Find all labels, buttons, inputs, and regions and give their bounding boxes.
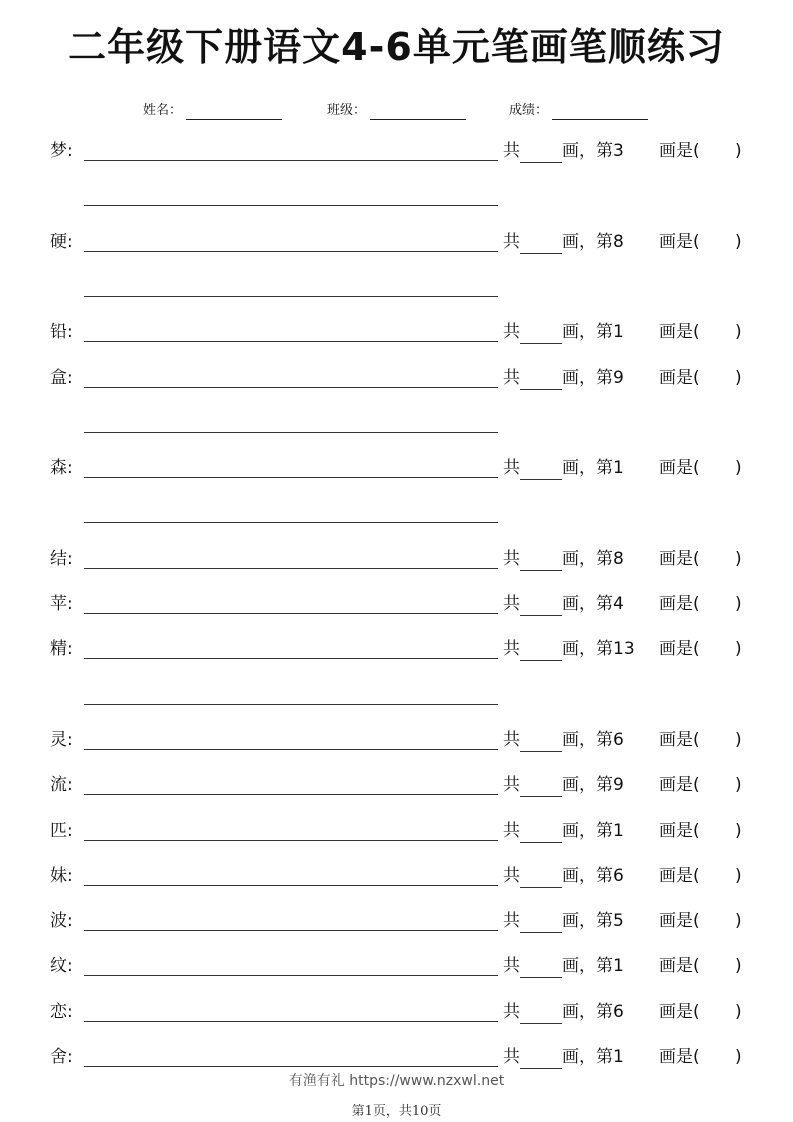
colon: : (67, 367, 73, 388)
exercise-character: 恋 (50, 1001, 67, 1022)
exercise-row (0, 592, 793, 622)
hua-shi-label: 画是( (659, 141, 700, 161)
gong-label: 共 (503, 865, 520, 886)
extra-writing-line[interactable] (84, 522, 498, 523)
exercise-character: 森 (50, 458, 67, 479)
total-strokes-blank[interactable] (520, 552, 562, 571)
gong-label: 共 (503, 639, 520, 660)
stroke-writing-line[interactable] (84, 794, 498, 795)
stroke-question (503, 1000, 700, 1024)
exercise-row (0, 1000, 793, 1030)
total-strokes-blank[interactable] (520, 959, 562, 978)
hua-di-label: 画，第 (562, 322, 613, 343)
colon: : (67, 775, 73, 796)
stroke-writing-line[interactable] (84, 749, 498, 750)
stroke-question (503, 637, 700, 661)
hua-di-label: 画，第 (562, 594, 613, 614)
total-strokes-blank[interactable] (520, 325, 562, 344)
colon: : (67, 1047, 73, 1067)
stroke-writing-line[interactable] (84, 341, 498, 342)
total-strokes-blank[interactable] (520, 597, 562, 616)
gong-label: 共 (503, 231, 520, 252)
stroke-question (503, 456, 700, 480)
exercise-character: 硬 (50, 231, 67, 252)
stroke-question (503, 230, 700, 254)
gong-label: 共 (503, 594, 520, 614)
colon: : (67, 639, 73, 660)
name-label: 姓名： (143, 103, 183, 118)
close-paren: ) (735, 231, 742, 252)
hua-di-label: 画，第 (562, 911, 613, 932)
gong-label: 共 (503, 911, 520, 932)
exercise-row (0, 320, 793, 350)
gong-label: 共 (503, 729, 520, 750)
gong-label: 共 (503, 141, 520, 161)
page-number: 第1页，共10页 (351, 1104, 442, 1119)
page-title: 二年级下册语文4-6单元笔画笔顺练习 (68, 25, 725, 69)
stroke-writing-line[interactable] (84, 840, 498, 841)
class-blank[interactable] (370, 105, 466, 120)
exercise-character: 结 (50, 548, 67, 569)
close-paren: ) (735, 956, 742, 977)
total-strokes-blank[interactable] (520, 371, 562, 390)
close-paren: ) (735, 639, 742, 660)
name-blank[interactable] (186, 105, 282, 120)
exercise-character: 波 (50, 911, 67, 932)
stroke-question (503, 954, 700, 978)
stroke-index: 9 (613, 775, 624, 796)
gong-label: 共 (503, 775, 520, 796)
total-strokes-blank[interactable] (520, 824, 562, 843)
stroke-writing-line[interactable] (84, 930, 498, 931)
gong-label: 共 (503, 367, 520, 388)
hua-di-label: 画，第 (562, 956, 613, 977)
stroke-question (503, 592, 700, 616)
hua-di-label: 画，第 (562, 231, 613, 252)
hua-shi-label: 画是( (659, 911, 700, 932)
stroke-index: 3 (613, 141, 624, 161)
gong-label: 共 (503, 548, 520, 569)
close-paren: ) (735, 141, 742, 161)
hua-di-label: 画，第 (562, 548, 613, 569)
stroke-question (503, 366, 700, 390)
colon: : (67, 231, 73, 252)
hua-di-label: 画，第 (562, 1001, 613, 1022)
colon: : (67, 141, 73, 161)
exercise-character: 匹 (50, 820, 67, 841)
total-strokes-blank[interactable] (520, 1005, 562, 1024)
stroke-question (503, 773, 700, 797)
hua-di-label: 画，第 (562, 775, 613, 796)
exercise-row (0, 954, 793, 984)
close-paren: ) (735, 820, 742, 841)
stroke-index: 6 (613, 865, 624, 886)
hua-shi-label: 画是( (659, 231, 700, 252)
extra-writing-line[interactable] (84, 296, 498, 297)
exercise-row (0, 456, 793, 486)
exercise-character: 流 (50, 775, 67, 796)
total-strokes-blank[interactable] (520, 778, 562, 797)
exercise-character: 盒 (50, 367, 67, 388)
score-label: 成绩： (509, 103, 549, 118)
colon: : (67, 865, 73, 886)
hua-di-label: 画，第 (562, 367, 613, 388)
exercise-row (0, 819, 793, 849)
hua-di-label: 画，第 (562, 458, 613, 479)
exercise-character: 纹 (50, 956, 67, 977)
hua-di-label: 画，第 (562, 820, 613, 841)
footer-watermark: 有渔有礼 https://www.nzxwl.net (288, 1073, 505, 1089)
close-paren: ) (735, 322, 742, 343)
exercise-character: 灵 (50, 729, 67, 750)
colon: : (67, 548, 73, 569)
hua-shi-label: 画是( (659, 639, 700, 660)
colon: : (67, 458, 73, 479)
close-paren: ) (735, 458, 742, 479)
hua-di-label: 画，第 (562, 639, 613, 660)
hua-shi-label: 画是( (659, 367, 700, 388)
hua-di-label: 画，第 (562, 729, 613, 750)
gong-label: 共 (503, 458, 520, 479)
stroke-index: 1 (613, 1047, 624, 1067)
exercise-character: 梦 (50, 141, 67, 161)
stroke-writing-line[interactable] (84, 1021, 498, 1022)
exercise-row (0, 637, 793, 667)
stroke-index: 8 (613, 548, 624, 569)
close-paren: ) (735, 865, 742, 886)
stroke-index: 5 (613, 911, 624, 932)
hua-di-label: 画，第 (562, 1047, 613, 1067)
colon: : (67, 956, 73, 977)
exercise-row (0, 547, 793, 577)
exercise-row (0, 773, 793, 803)
exercise-character: 舍 (50, 1047, 67, 1067)
stroke-question (503, 1045, 700, 1069)
total-strokes-blank[interactable] (520, 914, 562, 933)
hua-shi-label: 画是( (659, 865, 700, 886)
hua-shi-label: 画是( (659, 594, 700, 614)
stroke-question (503, 864, 700, 888)
score-blank[interactable] (552, 105, 648, 120)
stroke-index: 9 (613, 367, 624, 388)
stroke-question (503, 909, 700, 933)
total-strokes-blank[interactable] (520, 1050, 562, 1069)
colon: : (67, 729, 73, 750)
stroke-index: 1 (613, 956, 624, 977)
close-paren: ) (735, 594, 742, 614)
total-strokes-blank[interactable] (520, 235, 562, 254)
close-paren: ) (735, 911, 742, 932)
stroke-writing-line[interactable] (84, 1066, 498, 1067)
close-paren: ) (735, 548, 742, 569)
hua-shi-label: 画是( (659, 1047, 700, 1067)
close-paren: ) (735, 775, 742, 796)
hua-shi-label: 画是( (659, 956, 700, 977)
colon: : (67, 594, 73, 614)
name-field (143, 102, 282, 120)
gong-label: 共 (503, 322, 520, 343)
total-strokes-blank[interactable] (520, 733, 562, 752)
stroke-question (503, 819, 700, 843)
gong-label: 共 (503, 1047, 520, 1067)
stroke-question (503, 320, 700, 344)
total-strokes-blank[interactable] (520, 461, 562, 480)
hua-shi-label: 画是( (659, 322, 700, 343)
hua-shi-label: 画是( (659, 820, 700, 841)
stroke-writing-line[interactable] (84, 613, 498, 614)
exercise-row (0, 728, 793, 758)
extra-writing-line[interactable] (84, 704, 498, 705)
total-strokes-blank[interactable] (520, 144, 562, 163)
stroke-writing-line[interactable] (84, 658, 498, 659)
total-strokes-blank[interactable] (520, 642, 562, 661)
exercise-row (0, 909, 793, 939)
close-paren: ) (735, 729, 742, 750)
stroke-index: 1 (613, 458, 624, 479)
extra-writing-line[interactable] (84, 205, 498, 206)
hua-shi-label: 画是( (659, 1001, 700, 1022)
colon: : (67, 1001, 73, 1022)
exercise-row (0, 864, 793, 894)
stroke-index: 13 (613, 639, 635, 660)
stroke-writing-line[interactable] (84, 568, 498, 569)
hua-shi-label: 画是( (659, 458, 700, 479)
stroke-index: 6 (613, 1001, 624, 1022)
hua-di-label: 画，第 (562, 865, 613, 886)
class-field (327, 102, 466, 120)
hua-shi-label: 画是( (659, 775, 700, 796)
exercise-character: 精 (50, 639, 67, 660)
exercise-row (0, 139, 793, 169)
stroke-index: 1 (613, 820, 624, 841)
stroke-question (503, 139, 700, 163)
stroke-writing-line[interactable] (84, 477, 498, 478)
stroke-index: 6 (613, 729, 624, 750)
stroke-index: 8 (613, 231, 624, 252)
colon: : (67, 322, 73, 343)
gong-label: 共 (503, 956, 520, 977)
exercise-row (0, 230, 793, 260)
colon: : (67, 911, 73, 932)
exercise-row (0, 366, 793, 396)
gong-label: 共 (503, 1001, 520, 1022)
close-paren: ) (735, 1047, 742, 1067)
colon: : (67, 820, 73, 841)
stroke-index: 1 (613, 322, 624, 343)
exercise-character: 苹 (50, 594, 67, 614)
exercise-character: 铅 (50, 322, 67, 343)
exercise-character: 妹 (50, 865, 67, 886)
close-paren: ) (735, 367, 742, 388)
score-field (509, 102, 648, 120)
stroke-writing-line[interactable] (84, 160, 498, 161)
gong-label: 共 (503, 820, 520, 841)
stroke-question (503, 728, 700, 752)
close-paren: ) (735, 1001, 742, 1022)
hua-di-label: 画，第 (562, 141, 613, 161)
hua-shi-label: 画是( (659, 729, 700, 750)
stroke-writing-line[interactable] (84, 251, 498, 252)
hua-shi-label: 画是( (659, 548, 700, 569)
stroke-writing-line[interactable] (84, 975, 498, 976)
total-strokes-blank[interactable] (520, 869, 562, 888)
stroke-question (503, 547, 700, 571)
stroke-index: 4 (613, 594, 624, 614)
stroke-writing-line[interactable] (84, 387, 498, 388)
extra-writing-line[interactable] (84, 432, 498, 433)
class-label: 班级： (327, 103, 367, 118)
stroke-writing-line[interactable] (84, 885, 498, 886)
